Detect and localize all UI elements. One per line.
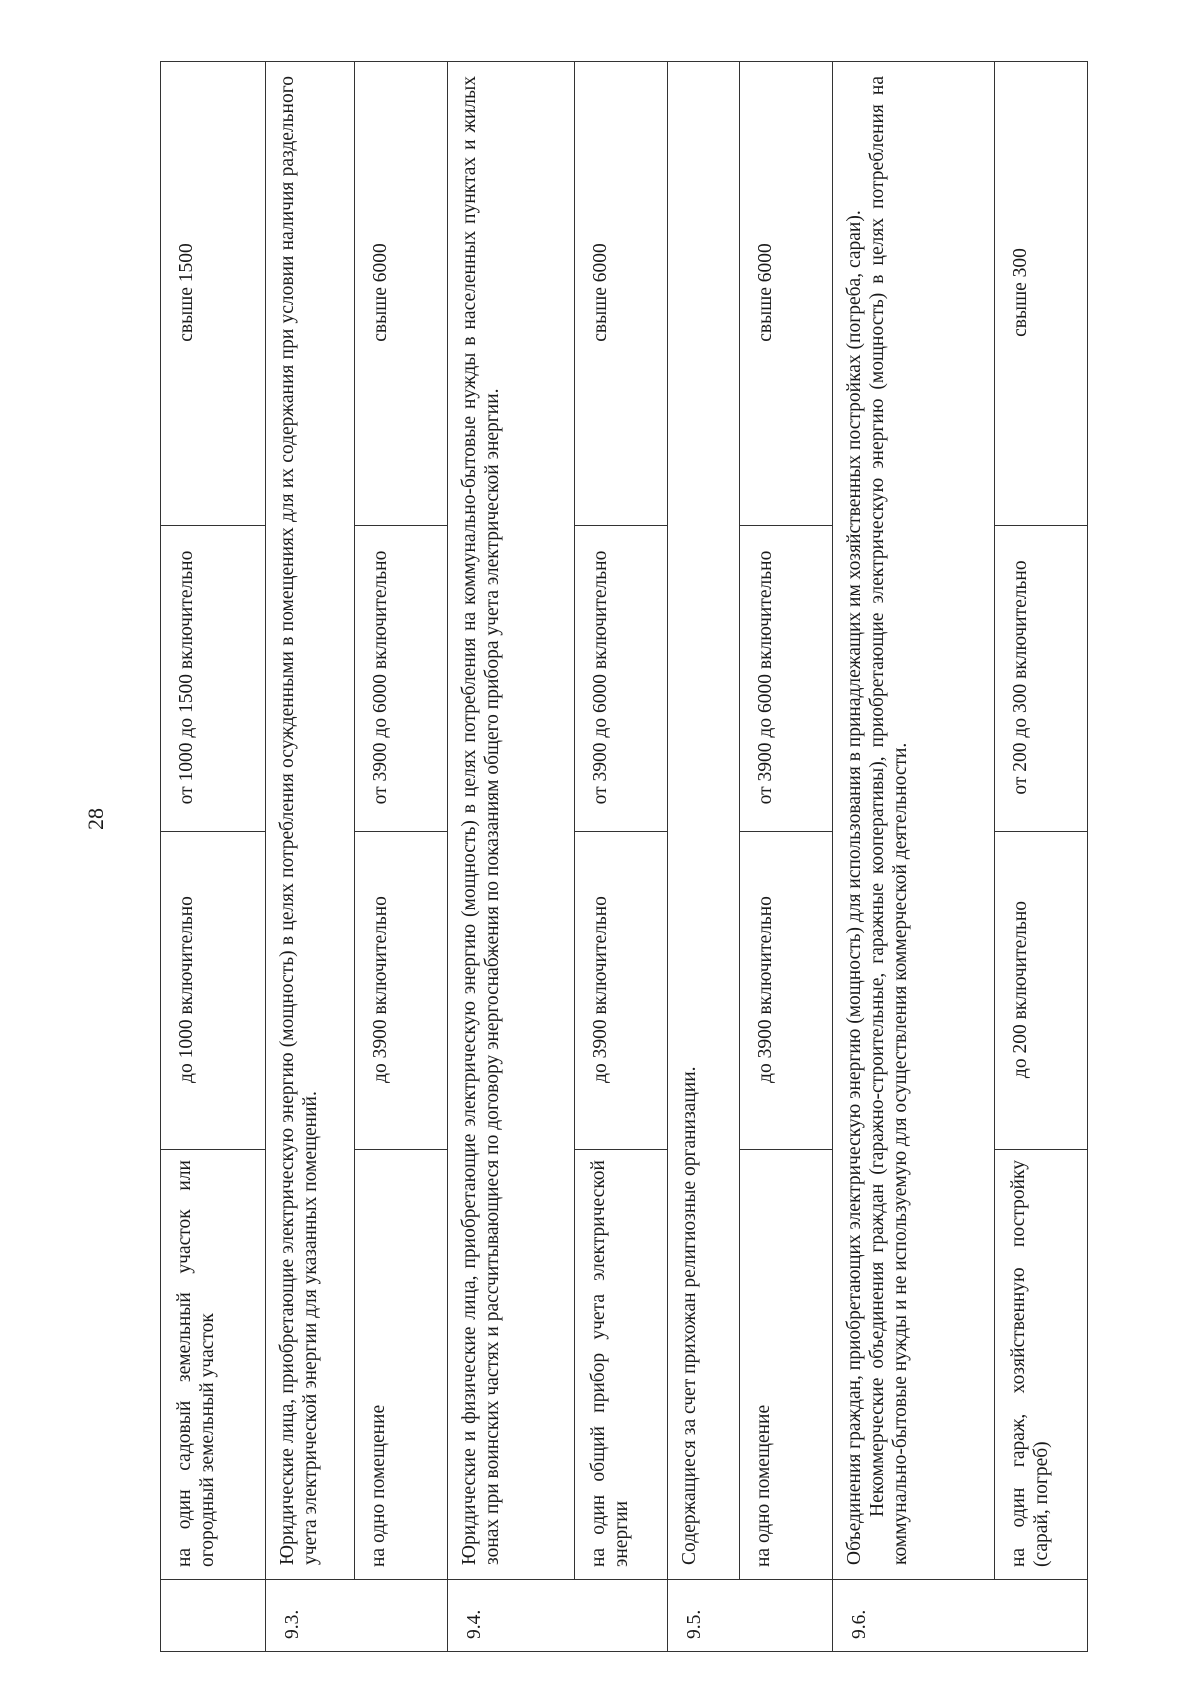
- value-lower: до 1000 включительно: [161, 832, 266, 1150]
- section-heading: Юридические и физические лица, приобретающие электрическую энергию (мощность) в целях потребления на коммунально-бытовые нужды в населенных пунктах и жилых зонах при воинских частях и рассчитывающиеся по договору энергоснабжения по показаниям общего прибора учета электрической энергии.: [448, 62, 575, 1580]
- table-row-9-4: [575, 62, 668, 1652]
- value-upper: свыше 6000: [575, 62, 668, 526]
- consumption-table: [160, 61, 1088, 1652]
- value-upper: свыше 6000: [355, 62, 448, 526]
- section-number: 9.6.: [833, 1580, 1088, 1652]
- value-middle: от 3900 до 6000 включительно: [355, 526, 448, 832]
- section-heading: Содержащиеся за счет прихожан религиозные организации.: [668, 62, 740, 1580]
- value-lower: до 3900 включительно: [740, 832, 833, 1150]
- section-heading: Юридические лица, приобретающие электрическую энергию (мощность) в целях потребления осужденными в помещениях для их содержания при условии наличия раздельного учета электрической энергии для указанных помещений.: [266, 62, 355, 1580]
- value-upper: свыше 1500: [161, 62, 266, 526]
- table-row-heading-9-4: [448, 62, 575, 1652]
- table-row-9-5: [740, 62, 833, 1652]
- value-middle: от 3900 до 6000 включительно: [740, 526, 833, 832]
- rotated-table-container: [160, 62, 1052, 1652]
- value-middle: от 3900 до 6000 включительно: [575, 526, 668, 832]
- section-number: 9.4.: [448, 1580, 668, 1652]
- section-heading-paragraph-2: Некоммерческие объединения граждан (гаражно-строительные, гаражные кооперативы), приобретающие электрическую энергию (мощность) в целях потребления на коммунально-бытовые нужды и не используемую для осуществления коммерческой деятельности.: [867, 76, 911, 1565]
- value-lower: до 200 включительно: [995, 832, 1088, 1150]
- row-label: на один гараж, хозяйственную постройку (сарай, погреб): [995, 1150, 1088, 1580]
- table-row-garden: [161, 62, 266, 1652]
- row-label: на один общий прибор учета электрической энергии: [575, 1150, 668, 1580]
- row-number-empty: [161, 1580, 266, 1652]
- row-label: на одно помещение: [355, 1150, 448, 1580]
- row-label: на один садовый земельный участок или огородный земельный участок: [161, 1150, 266, 1580]
- section-heading-paragraph-1: Объединения граждан, приобретающих электрическую энергию (мощность) для использования в принадлежащих им хозяйственных постройках (погреба, сараи).: [844, 210, 865, 1565]
- table-row-9-3: [355, 62, 448, 1652]
- table-row-9-6: [995, 62, 1088, 1652]
- value-upper: свыше 6000: [740, 62, 833, 526]
- section-number: 9.5.: [668, 1580, 833, 1652]
- value-middle: от 1000 до 1500 включительно: [161, 526, 266, 832]
- value-lower: до 3900 включительно: [355, 832, 448, 1150]
- value-upper: свыше 300: [995, 62, 1088, 526]
- table-row-heading-9-6: [833, 62, 995, 1652]
- table-row-heading-9-5: [668, 62, 740, 1652]
- page-number: 28: [83, 808, 108, 830]
- table-row-heading-9-3: [266, 62, 355, 1652]
- value-middle: от 200 до 300 включительно: [995, 526, 1088, 832]
- section-heading: [833, 62, 995, 1580]
- section-number: 9.3.: [266, 1580, 448, 1652]
- row-label: на одно помещение: [740, 1150, 833, 1580]
- value-lower: до 3900 включительно: [575, 832, 668, 1150]
